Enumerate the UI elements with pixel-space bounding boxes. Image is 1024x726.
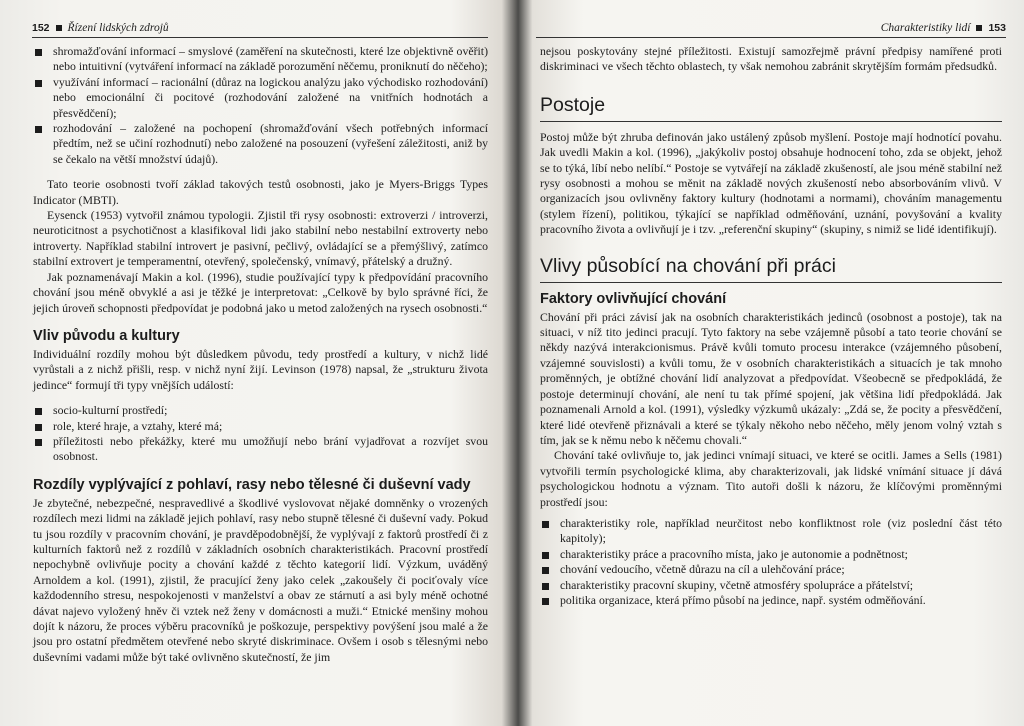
bullet-square-icon (35, 126, 42, 133)
left-page-body (33, 44, 488, 665)
heading-rule (540, 121, 1002, 122)
bullet-square-icon (542, 567, 549, 574)
bullet-square-icon (35, 80, 42, 87)
left-page (0, 0, 510, 726)
header-square-icon (56, 25, 62, 31)
paragraph-top: nejsou poskytovány stejné příležitosti. Existují samozřejmě právní předpisy namířené proti diskriminaci ve všech těchto oblastech, ty však nemohou zabránit skrytějším formám předsudků. (540, 44, 1002, 74)
paragraph-mbti: Tato teorie osobnosti tvoří základ takových testů osobnosti, jako je Myers-Briggs Types Indicator (MBTI). (33, 177, 488, 207)
bullet-square-icon (542, 552, 549, 559)
heading-gender: Rozdíly vyplývající z pohlaví, rasy nebo tělesné či duševní vady (33, 476, 471, 493)
paragraph-eysenck: Eysenck (1953) vytvořil známou typologii. Zjistil tři rysy osobnosti: extroverzi / introverzi, neuroticitnost a psychotičnost a klasifikoval lidi jako stabilní nebo nestabilní extroverty nebo introverty. Například stabilní introvert je pasivní, pečlivý, ovládající se a přemýšlivý, zatímco stabilní extrovert je temperamentní, otevřený, společenský, vnímavý, přátelský a družný. (33, 208, 488, 269)
paragraph-james: Chování také ovlivňuje to, jak jedinci vnímají situaci, ve které se ocitli. James a Sells (1981) vytvořili termín psychologické klima, aby charakterizovali, jak lidské vnímání situace jí dává psychologickou hodnotu a význam. Tito autoři došli k názoru, že klíčovými proměnnými prostředí jsou: (540, 448, 1002, 509)
paragraph-gender: Je zbytečné, nebezpečné, nespravedlivé a škodlivé vyslovovat nějaké domněnky o vrozených rozdílech mezi lidmi na základě jejich pohlaví, rasy nebo stupně tělesné či duševní vady. Pokud tu jsou rozdíly v pracovním chování, je pravděpodobnější, že vyplývají z faktorů prostředí či z kulturních faktorů než z rozdílů v základních osobních charakteristikách. Pracovní prostředí nepochybně ovlivňuje pocity a chování každé z těchto kategorií lidí. Výzkum, uváděný Arnoldem a kol. (1991), zjistil, že pracující ženy jako celek „zakoušely či pociťovaly více každodenního stresu, nespokojenosti v manželství a obav ze stárnutí a asi byly méně ochotné dávat najevo vyložený hněv či vztek než ženy v domácnosti a muži.“ Etnické menšiny mohou dojít k názoru, že proces výběru pracovníků je poškozuje, perspektivy povýšení jsou malé a že jsou pro ostatní předmětem otevřené nebo skryté diskriminace. Ovšem i osob s tělesnými nebo duševními vadami může být také ovlivněno skutečností, že jim (33, 495, 488, 664)
list-item: socio-kulturní prostředí; (33, 403, 488, 418)
list-item: rozhodování – založené na pochopení (shromažďování všech potřebných informací předtím, než se učiní rozhodnutí) nebo založené na posouzení (vyřešení záležitosti, aniž by se čekalo na větší množství údajů). (33, 121, 488, 167)
paragraph-factors: Chování při práci závisí jak na osobních charakteristikách jedinců (osobnost a postoje), tak na situaci, v níž tito jedinci pracují. Tyto faktory na sebe vzájemně působí a tato teorie chování se někdy nazývá interakcionismus. Právě kvůli tomuto procesu interakce (vzájemného působení, vzájemné souvislosti) a kvůli tomu, že v osobních charakteristikách a situacích je tak mnoho proměnných, je obtížné chování lidí analyzovat a předpovídat. Všeobecně se předpokládá, že postoje determinují chování, ale není tu tak přímé spojení, jak většina lidí předpokládá. Jak poznamenali Arnold a kol. (1991), výsledky výzkumů ukázaly: „Zdá se, že pocity a přesvědčení, které lidé otevřeně přiznávali a které se týkaly někoho nebo něčeho, měly jenom volný vztah s tím, jak se k němu nebo k něčemu chovali.“ (540, 309, 1002, 447)
right-page-body (540, 44, 1002, 608)
paragraph-origin: Individuální rozdíly mohou být důsledkem původu, tedy prostředí a kultury, v nichž lidé vyrůstali a z nichž přišli, resp. v nichž nyní žijí. Levinson (1978) napsal, že „strukturu života jedince“ formují tři typy vnějších událostí: (33, 346, 488, 392)
left-page-number: 152 (32, 22, 50, 34)
heading-rule (540, 282, 1002, 283)
bullet-square-icon (35, 439, 42, 446)
list-item: charakteristiky pracovní skupiny, včetně atmosféry spolupráce a přátelství; (540, 578, 1002, 593)
left-running-title: Řízení lidských zdrojů (67, 22, 169, 34)
list-item: chování vedoucího, včetně důrazu na cíl a ulehčování práce; (540, 562, 1002, 577)
list-item: využívání informací – racionální (důraz na logickou analýzu jako východisko rozhodování) nebo emocionální či pocitové (rozhodování založené na vnitřních hodnotách a přesvědčení); (33, 75, 488, 121)
bullet-square-icon (35, 49, 42, 56)
bullet-square-icon (542, 583, 549, 590)
list-item: charakteristiky role, například neurčitost nebo konfliktnost role (viz poslední část této kapitoly); (540, 516, 1002, 547)
right-page-number: 153 (988, 22, 1006, 34)
paragraph-attitudes: Postoj může být zhruba definován jako ustálený způsob myšlení. Postoje mají hodnotící povahu. Jak uvedli Makin a kol. (1996), „jakýkoliv postoj obsahuje hodnocení toho, zda se objekt, jehož se to týká, líbí nebo nelíbí.“ Postoje se vytvářejí na základě zkušeností, ale jsou méně stabilní než rysy osobnosti a mohou se měnit na základě nových zkušeností nebo absorbováním vlivů. V organizacích jsou ovlivněny faktory kultury (hodnotami a normami), chováním managementu (stylem řízení), politikou, týkající se například odměňování, uznání, povyšování a kvality pracovního života a ovlivňují je i tzv. „referenční skupiny“ (skupiny, s nimiž se lidé identifikují). (540, 129, 1002, 237)
header-square-icon (976, 25, 982, 31)
left-running-header (32, 22, 488, 38)
list-item: charakteristiky práce a pracovního místa, jako je autonomie a podnětnost; (540, 547, 1002, 562)
heading-attitudes: Postoje (540, 93, 606, 116)
bullet-square-icon (35, 408, 42, 415)
left-bullets-top (33, 44, 488, 167)
right-running-title: Charakteristiky lidí (880, 22, 971, 34)
list-item: shromažďování informací – smyslové (zaměření na skutečnosti, které lze objektivně ověřit) nebo intuitivní (vytváření informací na základě porozumění něčemu, proniknutí do něčeho); (33, 44, 488, 75)
right-bullets-env (540, 516, 1002, 608)
bullet-square-icon (542, 598, 549, 605)
left-bullets-origin (33, 403, 488, 465)
bullet-square-icon (35, 424, 42, 431)
bullet-square-icon (542, 521, 549, 528)
list-item: příležitosti nebo překážky, které mu umožňují nebo brání vyjadřovat a rozvíjet svou osobnost. (33, 434, 488, 465)
heading-origin: Vliv původu a kultury (33, 327, 180, 344)
right-running-header (536, 22, 1006, 38)
subheading-factors: Faktory ovlivňující chování (540, 290, 727, 307)
paragraph-makin: Jak poznamenávají Makin a kol. (1996), studie používající typy k předpovídání pracovního chování jsou méně obvyklé a asi je těžké je interpretovat: „Celkově by bylo správné říci, že jejich úroveň schopnosti předpovídat je podobná jako u metod založených na rysech osobnosti.“ (33, 269, 488, 315)
list-item: politika organizace, která přímo působí na jedince, např. systém odměňování. (540, 593, 1002, 608)
list-item: role, které hraje, a vztahy, které má; (33, 419, 488, 434)
right-page (520, 0, 1024, 726)
heading-behaviour: Vlivy působící na chování při práci (540, 254, 836, 277)
